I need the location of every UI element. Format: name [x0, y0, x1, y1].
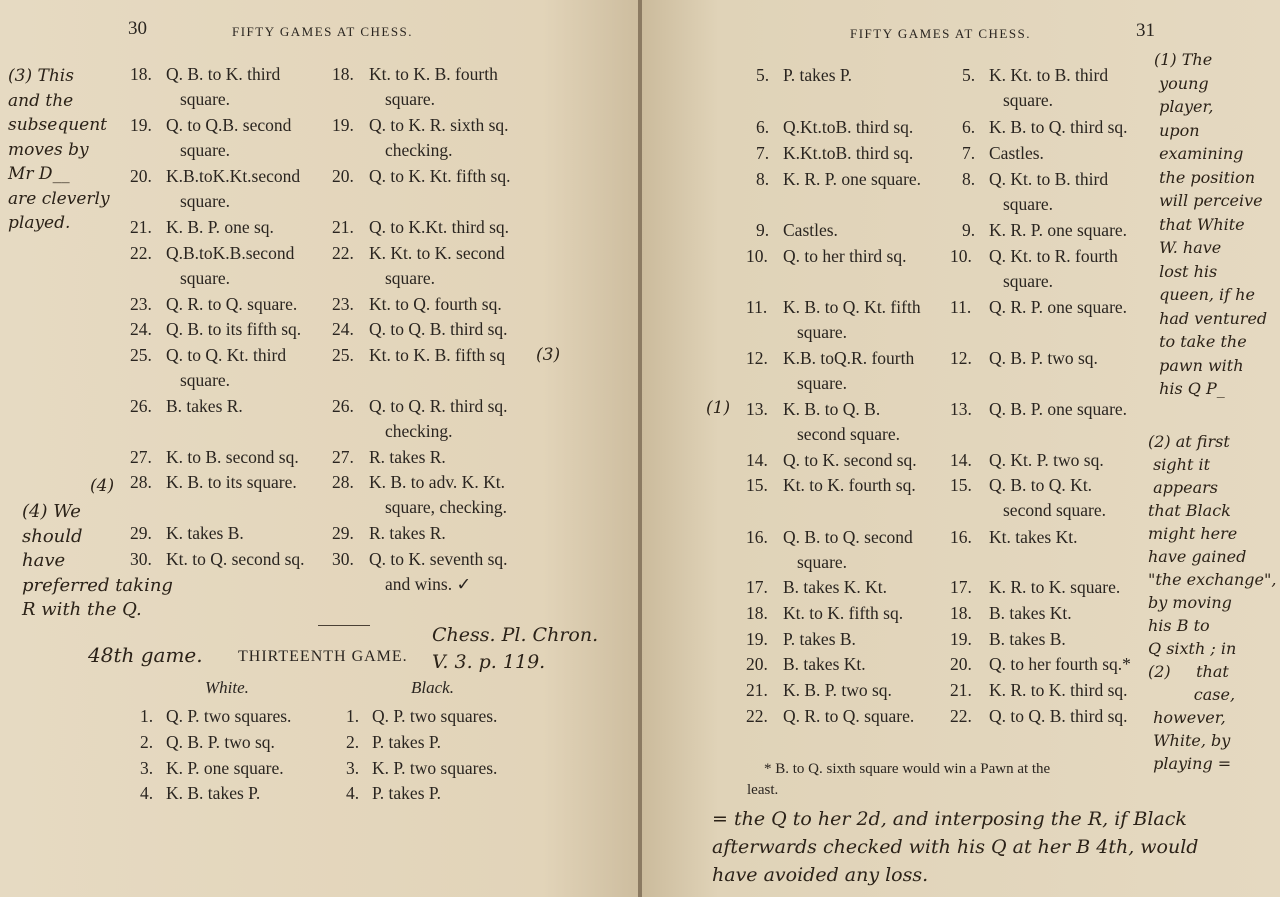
white-move: K.B. toQ.R. fourth — [783, 348, 915, 368]
move-number-black: 18. — [332, 64, 354, 84]
white-move: Q. B. to K. third — [166, 64, 281, 84]
move-number-black: 16. — [950, 527, 972, 547]
black-move: P. takes P. — [372, 783, 442, 803]
move-number-white: 6. — [756, 117, 770, 137]
white-move: Kt. to Q. second sq. — [166, 549, 305, 569]
black-move: Q. to K. R. sixth sq. — [369, 115, 509, 135]
running-head: FIFTY GAMES AT CHESS. — [850, 26, 1032, 41]
white-move-continued: square. — [180, 191, 231, 211]
move-number-black: 20. — [332, 166, 354, 186]
move-number-white: 4. — [140, 783, 154, 803]
move-number-black: 19. — [950, 629, 972, 649]
black-move: Q. to Q. B. third sq. — [369, 319, 508, 339]
section-rule — [318, 625, 370, 626]
handwritten-mark-1: (1) — [706, 398, 731, 418]
move-number-black: 6. — [962, 117, 976, 137]
move-number-white: 5. — [756, 65, 770, 85]
black-move: Q. to Q. B. third sq. — [989, 706, 1128, 726]
black-move: R. takes R. — [369, 523, 446, 543]
handwritten-mark-3: (3) — [536, 345, 561, 365]
move-number-black: 1. — [346, 706, 360, 726]
move-number-black: 3. — [346, 758, 360, 778]
black-move: K. R. to K. square. — [989, 577, 1121, 597]
move-number-black: 19. — [332, 115, 354, 135]
white-move: Q. B. to Q. second — [783, 527, 913, 547]
black-move: Q. Kt. to B. third — [989, 169, 1109, 189]
black-move: P. takes P. — [372, 732, 442, 752]
handwritten-bottom-note: = the Q to her 2d, and interposing the R, if Black afterwards checked with his Q at her B 4th, would have avoided any loss. — [712, 808, 1199, 886]
move-number-white: 30. — [130, 549, 152, 569]
move-number-white: 22. — [746, 706, 768, 726]
move-number-black: 23. — [332, 294, 354, 314]
white-move: K.Kt.toB. third sq. — [783, 143, 914, 163]
move-number-white: 13. — [746, 399, 768, 419]
black-move: Q. to K. Kt. fifth sq. — [369, 166, 511, 186]
move-number-white: 8. — [756, 169, 770, 189]
column-head-black: Black. — [411, 678, 454, 697]
white-move: Q. P. two squares. — [166, 706, 292, 726]
white-move: K. B. takes P. — [166, 783, 261, 803]
running-head: FIFTY GAMES AT CHESS. — [232, 24, 414, 39]
white-move: B. takes K. Kt. — [783, 577, 888, 597]
black-move: Kt. to K. B. fourth — [369, 64, 498, 84]
black-move: Q. to Q. R. third sq. — [369, 396, 508, 416]
move-number-black: 5. — [962, 65, 976, 85]
white-move-continued: square. — [797, 322, 848, 342]
move-number-white: 2. — [140, 732, 154, 752]
black-move-continued: square. — [1003, 90, 1054, 110]
white-move-continued: square. — [180, 140, 231, 160]
move-number-black: 30. — [332, 549, 354, 569]
game-title: THIRTEENTH GAME. — [238, 648, 408, 665]
black-move: Q. to K. seventh sq. — [369, 549, 508, 569]
handwritten-game-number: 48th game. — [88, 643, 203, 667]
black-move: K. P. two squares. — [372, 758, 498, 778]
white-move: K. B. to its square. — [166, 472, 297, 492]
white-move: K. B. P. two sq. — [783, 680, 892, 700]
move-number-black: 11. — [950, 297, 972, 317]
black-move-continued: square. — [1003, 271, 1054, 291]
black-move: Q. B. P. two sq. — [989, 348, 1098, 368]
footnote-continued: least. — [747, 782, 779, 798]
move-number-black: 28. — [332, 472, 354, 492]
black-move-continued: second square. — [1003, 500, 1107, 520]
move-number-black: 2. — [346, 732, 360, 752]
black-move-continued: square. — [385, 268, 436, 288]
right-page — [642, 0, 1280, 897]
black-move: B. takes B. — [989, 629, 1066, 649]
handwritten-mark-4: (4) — [90, 476, 115, 496]
move-number-black: 4. — [346, 783, 360, 803]
black-move: Q. to her fourth sq.* — [989, 654, 1131, 674]
black-move: Kt. to Q. fourth sq. — [369, 294, 502, 314]
black-move-continued: square. — [385, 89, 436, 109]
white-move: Kt. to K. fifth sq. — [783, 603, 904, 623]
white-move-continued: square. — [180, 89, 231, 109]
move-number-white: 19. — [130, 115, 152, 135]
move-number-white: 16. — [746, 527, 768, 547]
move-number-black: 21. — [950, 680, 972, 700]
handwritten-note-4: (4) We should have preferred taking R with the Q. — [22, 501, 173, 620]
move-number-black: 20. — [950, 654, 972, 674]
black-move: K. R. to K. third sq. — [989, 680, 1128, 700]
move-number-black: 26. — [332, 396, 354, 416]
move-number-white: 24. — [130, 319, 152, 339]
move-number-white: 10. — [746, 246, 768, 266]
white-move: Q. R. to Q. square. — [166, 294, 298, 314]
white-move: Q. R. to Q. square. — [783, 706, 915, 726]
black-move: B. takes Kt. — [989, 603, 1072, 623]
black-move: Castles. — [989, 143, 1044, 163]
white-move: K. B. P. one sq. — [166, 217, 274, 237]
page-number: 30 — [128, 18, 147, 39]
move-number-white: 7. — [756, 143, 770, 163]
move-number-white: 21. — [746, 680, 768, 700]
white-move: K. B. to Q. Kt. fifth — [783, 297, 921, 317]
move-number-white: 12. — [746, 348, 768, 368]
white-move: Kt. to K. fourth sq. — [783, 475, 916, 495]
move-number-white: 19. — [746, 629, 768, 649]
white-move: Q.Kt.toB. third sq. — [783, 117, 914, 137]
white-move: P. takes P. — [783, 65, 853, 85]
move-number-black: 8. — [962, 169, 976, 189]
move-number-white: 20. — [130, 166, 152, 186]
black-move: K. B. to Q. third sq. — [989, 117, 1128, 137]
move-number-black: 15. — [950, 475, 972, 495]
move-number-white: 1. — [140, 706, 154, 726]
move-number-white: 18. — [746, 603, 768, 623]
handwritten-source: Chess. Pl. Chron. V. 3. p. 119. — [432, 624, 599, 673]
white-move: Q.B.toK.B.second — [166, 243, 295, 263]
white-move: Q. B. to its fifth sq. — [166, 319, 302, 339]
black-move-continued: square. — [1003, 194, 1054, 214]
page-number: 31 — [1136, 20, 1155, 41]
move-number-white: 14. — [746, 450, 768, 470]
black-move-continued: and wins. ✓ — [385, 574, 472, 594]
move-number-white: 26. — [130, 396, 152, 416]
black-move: K. B. to adv. K. Kt. — [369, 472, 505, 492]
white-move: K. P. one square. — [166, 758, 284, 778]
move-number-black: 22. — [332, 243, 354, 263]
white-move: K. R. P. one square. — [783, 169, 922, 189]
white-move: Q. to Q.B. second — [166, 115, 292, 135]
black-move-continued: checking. — [385, 421, 453, 441]
black-move: K. R. P. one square. — [989, 220, 1128, 240]
handwritten-note-2: (2) at first sight it appears that Black might here have gained "the exchange", by moving his B to Q sixth ; in (2) that case, however, White, by playing = — [1148, 432, 1277, 773]
white-move: Q. B. P. two sq. — [166, 732, 275, 752]
move-number-white: 25. — [130, 345, 152, 365]
white-move: K. to B. second sq. — [166, 447, 299, 467]
move-number-white: 20. — [746, 654, 768, 674]
white-move: Q. to Q. Kt. third — [166, 345, 287, 365]
black-move: Q. Kt. to R. fourth — [989, 246, 1118, 266]
white-move: K. takes B. — [166, 523, 244, 543]
move-number-black: 24. — [332, 319, 354, 339]
move-number-white: 3. — [140, 758, 154, 778]
white-move: K. B. to Q. B. — [783, 399, 881, 419]
move-number-white: 17. — [746, 577, 768, 597]
column-head-white: White. — [205, 678, 249, 697]
move-number-black: 17. — [950, 577, 972, 597]
white-move: K.B.toK.Kt.second — [166, 166, 301, 186]
move-number-black: 18. — [950, 603, 972, 623]
move-number-white: 9. — [756, 220, 770, 240]
move-number-white: 23. — [130, 294, 152, 314]
black-move: K. Kt. to B. third — [989, 65, 1109, 85]
white-move: B. takes R. — [166, 396, 243, 416]
move-number-white: 11. — [746, 297, 768, 317]
move-number-white: 28. — [130, 472, 152, 492]
move-number-white: 18. — [130, 64, 152, 84]
move-number-black: 14. — [950, 450, 972, 470]
white-move: Q. to her third sq. — [783, 246, 907, 266]
move-number-black: 27. — [332, 447, 354, 467]
black-move: Q. B. P. one square. — [989, 399, 1128, 419]
black-move: Kt. to K. B. fifth sq — [369, 345, 506, 365]
white-move-continued: square. — [797, 552, 848, 572]
white-move: Q. to K. second sq. — [783, 450, 917, 470]
move-number-black: 29. — [332, 523, 354, 543]
white-move-continued: second square. — [797, 424, 901, 444]
white-move: Castles. — [783, 220, 838, 240]
black-move: Q. Kt. P. two sq. — [989, 450, 1104, 470]
black-move: Q. R. P. one square. — [989, 297, 1128, 317]
black-move-continued: square, checking. — [385, 497, 507, 517]
footnote: * B. to Q. sixth square would win a Pawn at the — [764, 761, 1051, 777]
move-number-white: 29. — [130, 523, 152, 543]
black-move: Kt. takes Kt. — [989, 527, 1078, 547]
white-move-continued: square. — [180, 370, 231, 390]
move-number-white: 21. — [130, 217, 152, 237]
black-move: Q. to K.Kt. third sq. — [369, 217, 509, 237]
black-move: Q. B. to Q. Kt. — [989, 475, 1093, 495]
move-number-black: 22. — [950, 706, 972, 726]
move-number-black: 9. — [962, 220, 976, 240]
handwritten-note-1: (1) The young player, upon examining the position will perceive that White W. have lost his queen, if he had ventured to take the pawn with his Q P_ — [1154, 50, 1268, 398]
white-move-continued: square. — [797, 373, 848, 393]
white-move: B. takes Kt. — [783, 654, 866, 674]
white-move-continued: square. — [180, 268, 231, 288]
move-number-black: 13. — [950, 399, 972, 419]
move-number-black: 10. — [950, 246, 972, 266]
left-page — [0, 0, 638, 897]
move-number-black: 25. — [332, 345, 354, 365]
move-number-white: 27. — [130, 447, 152, 467]
black-move: Q. P. two squares. — [372, 706, 498, 726]
black-move-continued: checking. — [385, 140, 453, 160]
black-move: K. Kt. to K. second — [369, 243, 505, 263]
move-number-black: 12. — [950, 348, 972, 368]
move-number-white: 22. — [130, 243, 152, 263]
move-number-black: 21. — [332, 217, 354, 237]
handwritten-note-3: (3) This and the subsequent moves by Mr D__ are cleverly played. — [8, 66, 110, 233]
move-number-black: 7. — [962, 143, 976, 163]
move-number-white: 15. — [746, 475, 768, 495]
white-move: P. takes B. — [783, 629, 856, 649]
black-move: R. takes R. — [369, 447, 446, 467]
